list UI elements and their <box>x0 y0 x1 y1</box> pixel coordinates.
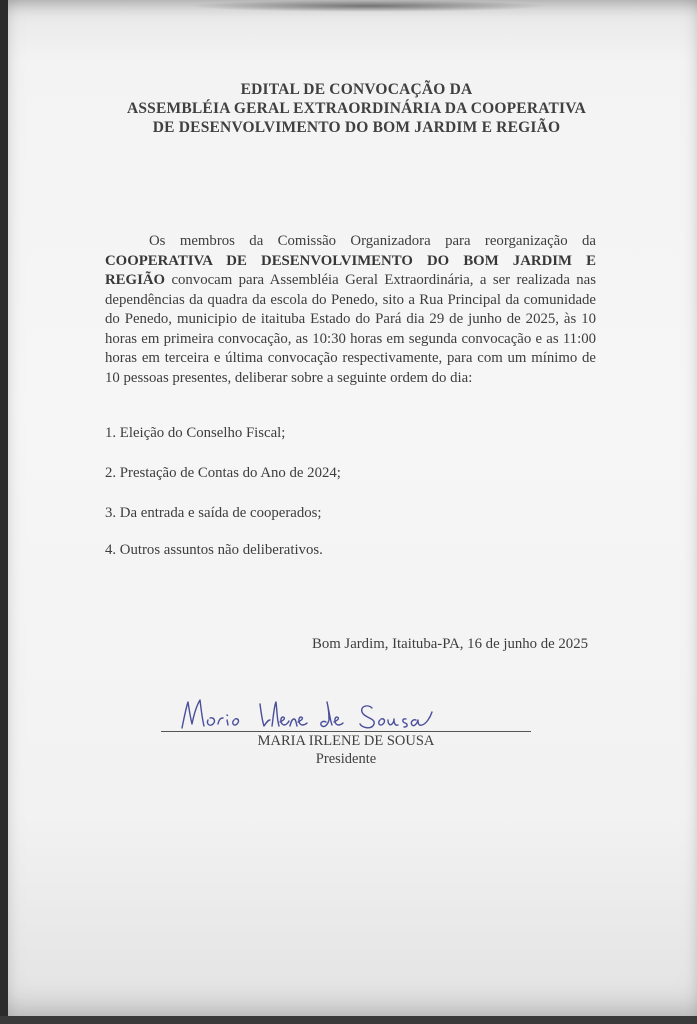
agenda-item-2: 2. Prestação de Contas do Ano de 2024; <box>105 465 341 481</box>
document-title <box>8 80 697 137</box>
body-org-name: COOPERATIVA DE DESENVOLVIMENTO DO BOM JARDIM E REGIÃO <box>105 252 596 288</box>
signatory-name: MARIA IRLENE DE SOUSA <box>257 733 435 749</box>
agenda-item-4: 4. Outros assuntos não deliberativos. <box>105 542 323 558</box>
agenda-item-3: 3. Da entrada e saída de cooperados; <box>105 505 322 521</box>
body-rest: convocam para Assembléia Geral Extraordinária, a ser realizada nas dependências da quadra da escola do Penedo, sito a Rua Principal da comunidade do Penedo, municipio de itaituba Estado do Pará dia 29 de junho de 2025, às 10 horas em primeira convocação, as 10:30 horas em segunda convocação e as 11:00 horas em terceira e última convocação respectivamente, para com um mínimo de 10 pessoas presentes, deliberar sobre a seguinte ordem do dia: <box>105 272 596 386</box>
title-line-3: DE DESENVOLVIMENTO DO BOM JARDIM E REGIÃO <box>152 119 561 136</box>
title-line-2: ASSEMBLÉIA GERAL EXTRAORDINÁRIA DA COOPERATIVA <box>126 100 587 117</box>
handwritten-signature <box>176 690 476 736</box>
bottom-shadow <box>0 1016 697 1024</box>
top-shadow <box>188 0 548 12</box>
dateline: Bom Jardim, Itaituba-PA, 16 de junho de 2025 <box>311 636 588 652</box>
body-intro: Os membros da Comissão Organizadora para reorganização da <box>149 233 596 249</box>
body-paragraph <box>105 232 596 388</box>
agenda-item-1: 1. Eleição do Conselho Fiscal; <box>105 425 286 441</box>
paper-sheet <box>8 0 697 1018</box>
title-line-1: EDITAL DE CONVOCAÇÃO DA <box>240 81 473 98</box>
signature-line <box>161 731 531 732</box>
signatory-role: Presidente <box>315 751 377 767</box>
